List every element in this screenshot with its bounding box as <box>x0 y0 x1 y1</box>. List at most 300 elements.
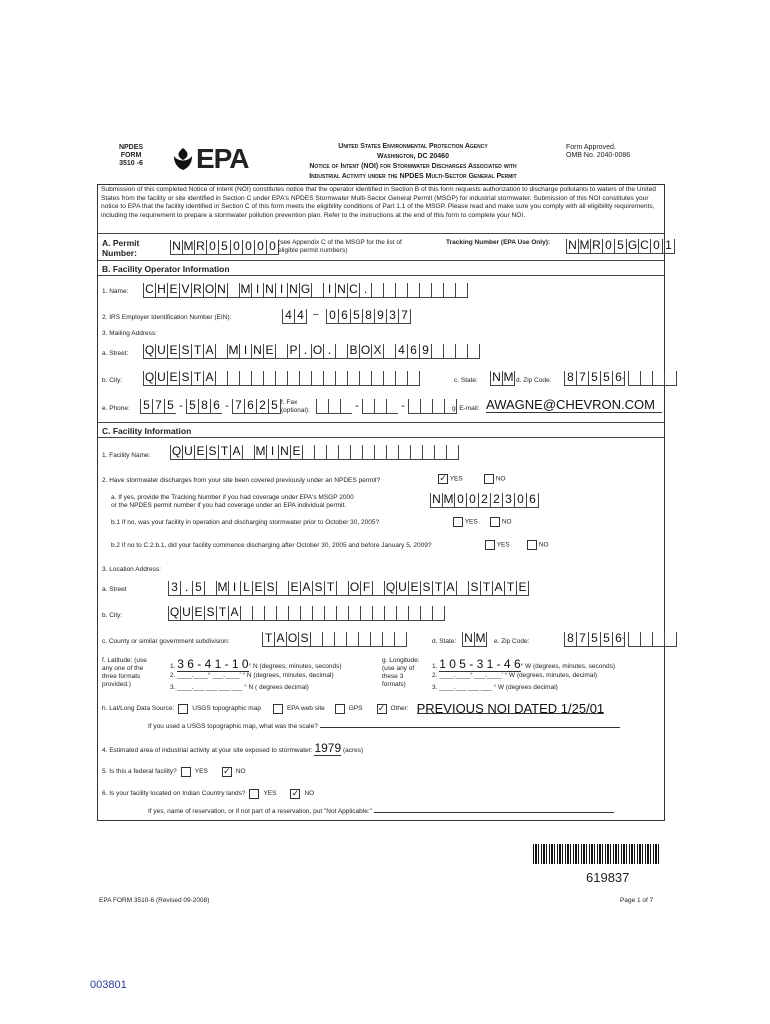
location-state-field[interactable] <box>462 631 487 647</box>
fax-field-char <box>408 399 420 414</box>
ein-part-2-char: 7 <box>398 309 411 324</box>
location-street-field-char: U <box>396 581 408 596</box>
operator-name-field-char: N <box>287 283 299 298</box>
prior-tracking-field-char: M <box>443 492 454 506</box>
operator-name-field-char <box>455 283 468 298</box>
location-city-field-char <box>420 606 432 621</box>
src-gps-checkbox[interactable] <box>335 704 345 714</box>
location-zip-field-char: 5 <box>600 632 612 647</box>
county-field-char <box>322 632 334 647</box>
location-street-field-char: T <box>504 581 516 596</box>
city-field-char <box>299 371 311 386</box>
facility-name-field-char <box>302 445 314 460</box>
zip-field[interactable] <box>564 370 625 386</box>
phone-field-char: 5 <box>186 399 198 414</box>
location-zip-field-char: 6 <box>612 632 625 647</box>
county-field-char <box>346 632 358 647</box>
loc-state-label: d. State: <box>432 638 457 645</box>
location-street-field-char: 5 <box>192 581 204 596</box>
latitude-dms-field[interactable]: 3 6 - 4 1 - 1 0 <box>177 657 249 671</box>
city-field-char <box>239 371 251 386</box>
location-city-field[interactable] <box>168 605 445 621</box>
location-street-field-char: T <box>480 581 492 596</box>
facility-name-field-char <box>338 445 350 460</box>
city-field-char: A <box>203 371 215 386</box>
q6-yes-checkbox[interactable] <box>249 789 259 799</box>
operator-name-field-char <box>311 283 323 298</box>
county-field-char <box>334 632 346 647</box>
phone-field-char: 2 <box>256 399 268 414</box>
phone-field-char: 7 <box>232 399 244 414</box>
location-street-field-char: I <box>228 581 240 596</box>
city-field[interactable] <box>143 370 420 386</box>
agency-line-3: Notice of Intent (NOI) for Stormwater Discharges Associated with <box>309 163 517 170</box>
permit-label-2: Number: <box>102 248 137 258</box>
county-field[interactable] <box>262 631 407 647</box>
phone-field-char: 8 <box>198 399 210 414</box>
lat-label-2: any one of the <box>102 665 144 672</box>
q5-text: 5. Is this a federal facility? <box>102 768 177 775</box>
prior-tracking-field-char: 0 <box>466 493 478 508</box>
phone-field-char: 6 <box>244 399 256 414</box>
lat-label-3: three formats <box>102 673 141 680</box>
ein-label: 2. IRS Employer Identification Number (EIN): <box>102 314 232 321</box>
street-label: a. Street: <box>102 350 129 357</box>
q2b2-text: b.2 If no to C.2.b.1, did your facility commence discharging after October 30, 2005 and before January 5, 2009? <box>111 542 432 549</box>
reservation-field[interactable] <box>374 812 614 813</box>
tracking-number-char: 1 <box>662 239 675 254</box>
facility-name-field-char: T <box>218 445 230 460</box>
phone-field-char: - <box>179 400 183 412</box>
agency-line-1: United States Environmental Protection Agency <box>338 143 488 150</box>
tracking-number-char: R <box>590 239 602 254</box>
lng-label-3: these 3 <box>382 673 404 680</box>
src-web-checkbox[interactable] <box>273 704 283 714</box>
street-field-char: S <box>179 344 191 359</box>
epa-wordmark: EPA <box>196 143 249 174</box>
city-field-char <box>251 371 263 386</box>
prior-tracking-field-char: 2 <box>478 493 490 508</box>
street-field-char <box>467 344 480 359</box>
location-zip-ext-field-char <box>652 632 664 647</box>
location-street-field-char: S <box>312 581 324 596</box>
facility-name-field-char <box>398 445 410 460</box>
location-city-field-char: E <box>192 606 204 621</box>
location-zip-field-char: 7 <box>576 632 588 647</box>
tracking-number-char: 5 <box>614 239 626 254</box>
county-field-char: S <box>298 632 310 647</box>
q2b1-yes-checkbox[interactable] <box>453 517 463 527</box>
ein-part-1-char: 4 <box>282 309 294 324</box>
facility-name-field-char <box>410 445 422 460</box>
county-field-char: T <box>262 632 274 647</box>
location-street-field-char: S <box>420 581 432 596</box>
operator-name-field-char: O <box>204 282 215 296</box>
q2a-line-2: or the NPDES permit number if you had coverage under an EPA individual permit. <box>111 502 347 509</box>
location-city-field-char: U <box>180 606 192 621</box>
ein-dash: – <box>313 309 319 320</box>
barcode <box>533 844 661 864</box>
fax-label-2: (optional): <box>281 407 310 414</box>
location-city-field-char <box>360 606 372 621</box>
barcode-number: 619837 <box>586 870 630 885</box>
scale-question: If you used a USGS topographic map, what was the scale? <box>148 723 318 730</box>
agency-line-2: Washington, DC 20460 <box>377 153 449 160</box>
q2a-line-1: a. If yes, provide the Tracking Number if you had coverage under EPA's MSGP 2000 <box>111 494 354 501</box>
operator-name-field-char: G <box>300 282 311 296</box>
location-city-field-char <box>240 606 252 621</box>
city-field-char: T <box>191 371 203 386</box>
fax-field-char <box>316 399 328 414</box>
fax-label-1: f. Fax <box>281 399 298 406</box>
operator-name-field-char: V <box>179 283 191 298</box>
location-street-field-char: A <box>444 581 456 596</box>
tracking-number-char: C <box>638 239 650 254</box>
location-street-field-char <box>336 581 348 596</box>
prior-tracking-field-char: 6 <box>526 493 539 508</box>
q2-yes-option[interactable]: ✓ YES <box>439 473 463 483</box>
facility-name-field-char <box>362 445 374 460</box>
facility-name-field-char: N <box>278 445 290 460</box>
zip-ext-field-char <box>628 371 640 386</box>
street-field-char: X <box>371 344 383 359</box>
ein-part-2-char: 0 <box>326 309 338 324</box>
location-street-field-char <box>372 581 384 596</box>
location-city-field-char <box>300 606 312 621</box>
prior-tracking-field-char: 0 <box>514 493 526 508</box>
street-field-char <box>383 344 395 359</box>
name-label: 1. Name: <box>102 288 129 295</box>
location-zip-ext-field[interactable] <box>628 631 677 647</box>
permit-number-char: R <box>194 240 206 255</box>
q6-text: 6. Is your facility located on Indian Country lands? <box>102 790 246 797</box>
permit-note-1: (see Appendix C of the MSGP for the list of <box>278 239 402 246</box>
county-field-char <box>370 632 382 647</box>
location-street-field-char: O <box>349 580 360 594</box>
q2b1-yes-option[interactable]: YES <box>453 517 478 527</box>
street-field-char: O <box>312 343 323 357</box>
operator-name-field-char: C <box>143 283 155 298</box>
street-field-char: Q <box>144 343 155 357</box>
city-field-char <box>383 371 395 386</box>
q2b2-no-option[interactable]: NO <box>527 540 549 550</box>
location-street-field-char: E <box>252 581 264 596</box>
street-field-char <box>275 344 287 359</box>
city-label: b. City: <box>102 377 123 384</box>
street-field-char: N <box>251 344 263 359</box>
street-field-char: I <box>239 344 251 359</box>
location-city-field-char <box>312 606 324 621</box>
phone-label: e. Phone: <box>102 405 130 412</box>
location-street-field-char: A <box>492 581 504 596</box>
location-street-field-char: 3 <box>168 581 180 596</box>
form-approved: Form Approved. <box>566 144 616 151</box>
ein-part-2-char: 3 <box>386 309 398 324</box>
location-city-field-char <box>408 606 420 621</box>
county-label: c. County or similar government subdivision: <box>102 638 230 645</box>
operator-name-field-char: C <box>347 283 359 298</box>
facility-name-field-char: E <box>290 445 302 460</box>
zip-ext-field-char <box>640 371 652 386</box>
facility-name-field-char: M <box>255 444 266 458</box>
longitude-dms-field[interactable]: 1 0 5 - 3 1 - 4 6 <box>439 657 521 671</box>
location-street-field-char: S <box>264 581 276 596</box>
prior-tracking-field-char: 3 <box>502 493 514 508</box>
src-other-checkbox[interactable]: ✓ <box>377 703 386 713</box>
fax-field-char <box>420 399 432 414</box>
email-label: g. E-mail: <box>452 405 480 412</box>
location-city-field-char: T <box>216 606 228 621</box>
location-street-field[interactable] <box>168 580 529 596</box>
location-zip-ext-field-char <box>628 632 640 647</box>
permit-number-char: 5 <box>218 240 230 255</box>
fax-field-char <box>386 399 398 414</box>
location-city-field-char <box>372 606 384 621</box>
street-field-char: E <box>167 344 179 359</box>
location-city-field-char: Q <box>169 605 180 619</box>
phone-field-char: 5 <box>140 399 152 414</box>
prior-tracking-field-char: 2 <box>490 493 502 508</box>
ein-part-2-char: 6 <box>338 309 350 324</box>
intro-text: Submission of this completed Notice of Intent (NOI) constitutes notice that the operator identified in Section B of this form requests authorization to discharge pollutants to waters of the United States from the facility or site identified in Section C under EPA's NPDES Stormwater Multi-Sector General Permit (MSGP) for industrial stormwater. Submission of this NOI constitutes your notice to EPA that the facility identified in Section C of this form meets the eligibility conditions of Part 1.1 of the MSGP. Please read and make sure you comply with all eligibility requirements, including the requirement to prepare a stormwater pollution prevention plan. Refer to the instructions at the end of this form to complete your NOI. <box>101 186 656 219</box>
operator-name-field-char: I <box>251 283 263 298</box>
operator-name-field-char: . <box>359 283 371 298</box>
county-field-char: A <box>274 632 286 647</box>
fax-field-char <box>432 399 444 414</box>
location-city-field-char <box>264 606 276 621</box>
state-field[interactable] <box>490 370 515 386</box>
tracking-number-char: 0 <box>602 239 614 254</box>
phone-field[interactable] <box>140 398 281 414</box>
loc-zip-label: e. Zip Code: <box>494 638 530 645</box>
src-usgs-checkbox[interactable] <box>178 704 188 714</box>
location-street-field-char: . <box>180 581 192 596</box>
permit-number-char: M <box>183 239 194 253</box>
facility-name-field-char: U <box>182 445 194 460</box>
operator-name-field-char <box>419 283 431 298</box>
zip-field-char: 6 <box>612 371 625 386</box>
q2-text: 2. Have stormwater discharges from your site been covered previously under an NPDES permit? <box>102 477 381 484</box>
county-field-char <box>382 632 394 647</box>
scale-field[interactable] <box>320 727 620 728</box>
tracking-number-char: N <box>566 239 578 254</box>
tracking-label: Tracking Number (EPA Use Only): <box>446 239 551 246</box>
facility-name-field-char <box>434 445 446 460</box>
q2-no-checkbox[interactable] <box>484 474 494 484</box>
zip-field-char: 8 <box>564 371 576 386</box>
permit-number-char: 0 <box>266 240 279 255</box>
q6-no-checkbox[interactable]: ✓ <box>291 788 300 798</box>
lat-fmt-2: ° N (degrees, minutes, decimal) <box>242 672 334 679</box>
county-field-char <box>394 632 407 647</box>
zip-dash: - <box>622 373 626 384</box>
q2b1-text: b.1 If no, was your facility in operation and discharging stormwater prior to October 30, 2005? <box>111 519 380 526</box>
facility-name-field[interactable] <box>170 444 459 460</box>
operator-name-field-char: N <box>215 283 227 298</box>
facility-name-field-char <box>326 445 338 460</box>
street-field-char: U <box>155 344 167 359</box>
location-street-field-char: S <box>468 581 480 596</box>
ein-part-2-char: 8 <box>362 309 374 324</box>
q4-text: 4. Estimated area of industrial activity at your site exposed to stormwater: <box>102 747 313 754</box>
q5-yes-checkbox[interactable] <box>181 767 191 777</box>
street-field-char <box>443 344 455 359</box>
city-field-char: U <box>155 371 167 386</box>
acreage-field[interactable]: 1979 <box>314 741 342 755</box>
src-other-label: Other: <box>390 705 409 712</box>
facility-name-field-char <box>446 445 459 460</box>
fax-field[interactable] <box>316 398 457 414</box>
lat-label-1: f. Latitude: (use <box>102 657 147 664</box>
location-street-field-char <box>276 581 288 596</box>
phone-field-char: - <box>225 400 229 412</box>
permit-number-char: 0 <box>242 240 254 255</box>
ein-part-2[interactable] <box>326 308 411 324</box>
city-field-char <box>359 371 371 386</box>
prior-tracking-field-char: N <box>430 493 442 508</box>
ein-part-1[interactable] <box>282 308 307 324</box>
ein-part-2-char: 9 <box>374 309 386 324</box>
tracking-number-char: 0 <box>650 239 662 254</box>
city-field-char: S <box>179 371 191 386</box>
src-web-label: EPA web site <box>286 705 325 712</box>
zip-ext-field-char <box>664 371 677 386</box>
location-city-field-char <box>252 606 264 621</box>
operator-name-field-char: M <box>240 282 251 296</box>
street-field-char: E <box>263 344 275 359</box>
zip-field-char: 5 <box>588 371 600 386</box>
location-state-field-char: N <box>462 632 474 647</box>
form-id: EPA FORM 3510-6 (Revised 09-2008) <box>99 897 210 904</box>
city-field-char: E <box>167 371 179 386</box>
email-field[interactable]: AWAGNE@CHEVRON.COM <box>486 397 662 413</box>
q2b2-yes-option[interactable]: YES <box>485 540 510 550</box>
phone-field-char: 7 <box>152 399 164 414</box>
q4-unit: (acres) <box>342 747 364 754</box>
state-label: c. State: <box>454 377 478 384</box>
location-street-field-char <box>204 581 216 596</box>
tracking-number-char: M <box>579 238 590 252</box>
city-field-char <box>395 371 407 386</box>
street-field-char <box>455 344 467 359</box>
permit-number-char: 0 <box>230 240 242 255</box>
prior-tracking-field-char: 0 <box>454 493 466 508</box>
q2b1-no-option[interactable]: NO <box>490 517 512 527</box>
q2b1-no-checkbox[interactable] <box>490 517 500 527</box>
src-other-field[interactable]: PREVIOUS NOI DATED 1/25/01 <box>416 700 605 716</box>
q2b2-yes-checkbox[interactable] <box>485 540 495 550</box>
operator-name-field-char <box>407 283 419 298</box>
fax-field-char <box>374 399 386 414</box>
location-street-field-char <box>456 581 468 596</box>
section-c-title: C. Facility Information <box>102 426 192 436</box>
location-state-field-char: M <box>475 631 486 645</box>
fax-field-char: - <box>401 400 405 412</box>
permit-number[interactable] <box>170 239 279 255</box>
lng-fmt-2: ° W (degrees, minutes, decimal) <box>504 672 598 679</box>
lat-fmt-3: ° N ( degrees decimal) <box>244 684 309 691</box>
operator-name-field-char: N <box>263 283 275 298</box>
location-street-field-char: E <box>408 581 420 596</box>
loc-zip-dash: - <box>622 633 626 644</box>
operator-name-field[interactable] <box>143 282 468 298</box>
q2-no-option[interactable]: NO <box>484 474 506 484</box>
zip-field-char: 5 <box>600 371 612 386</box>
zip-field-char: 7 <box>576 371 588 386</box>
location-city-field-char <box>432 606 445 621</box>
location-label: 3. Location Address: <box>102 566 161 573</box>
epa-logo <box>172 143 249 175</box>
street-field-char: 6 <box>407 344 419 359</box>
street-field-char: 4 <box>395 344 407 359</box>
street-field-char: O <box>360 343 371 357</box>
src-label: h. Lat/Long Data Source: <box>102 705 175 712</box>
county-field-char: O <box>287 631 298 645</box>
prior-tracking-field[interactable] <box>430 492 539 508</box>
city-field-char <box>407 371 420 386</box>
fax-field-char: - <box>355 400 359 412</box>
location-zip-field-char: 5 <box>588 632 600 647</box>
location-zip-field[interactable] <box>564 631 625 647</box>
county-field-char <box>358 632 370 647</box>
section-b-title: B. Facility Operator Information <box>102 264 230 274</box>
phone-field-char: 6 <box>210 399 222 414</box>
lng-label-1: g. Longitude: <box>382 657 420 664</box>
phone-field-char: 5 <box>268 399 281 414</box>
street-field[interactable] <box>143 343 480 359</box>
location-city-field-char: S <box>204 606 216 621</box>
zip-ext-field-char <box>652 371 664 386</box>
lng-label-4: formats) <box>382 681 406 688</box>
city-field-char <box>215 371 227 386</box>
document-stamp: 003801 <box>90 979 127 991</box>
operator-name-field-char: H <box>155 283 167 298</box>
location-city-field-char <box>276 606 288 621</box>
loc-street-label: a. Street <box>102 586 127 593</box>
city-field-char <box>275 371 287 386</box>
county-field-char <box>310 632 322 647</box>
location-city-field-char <box>288 606 300 621</box>
operator-name-field-char: I <box>275 283 287 298</box>
street-field-char: 9 <box>419 344 431 359</box>
state-field-char: M <box>503 370 514 384</box>
facility-name-field-char <box>242 445 254 460</box>
permit-label-1: A. Permit <box>102 238 140 248</box>
street-field-char: M <box>228 343 239 357</box>
omb-number: OMB No. 2040-0086 <box>566 152 631 159</box>
zip-ext-field[interactable] <box>628 370 677 386</box>
q5-no-checkbox[interactable]: ✓ <box>223 766 231 776</box>
q2b2-no-checkbox[interactable] <box>527 540 537 550</box>
operator-name-field-char <box>431 283 443 298</box>
facility-name-field-char: E <box>194 445 206 460</box>
q2-yes-checkbox[interactable]: ✓ <box>439 473 447 483</box>
street-field-char <box>335 344 347 359</box>
street-field-char: . <box>323 344 335 359</box>
street-field-char: P <box>287 344 299 359</box>
location-city-field-char: A <box>228 606 240 621</box>
street-field-char: . <box>299 344 311 359</box>
location-street-field-char: E <box>516 581 529 596</box>
ein-part-1-char: 4 <box>294 309 307 324</box>
city-field-char <box>335 371 347 386</box>
agency-line-4: Industrial Activity under the NPDES Multi-Sector General Permit <box>309 173 517 180</box>
location-city-field-char <box>324 606 336 621</box>
location-street-field-char: L <box>240 581 252 596</box>
npdes-label: NPDES <box>118 144 144 151</box>
mailing-label: 3. Mailing Address: <box>102 330 157 337</box>
city-field-char <box>371 371 383 386</box>
